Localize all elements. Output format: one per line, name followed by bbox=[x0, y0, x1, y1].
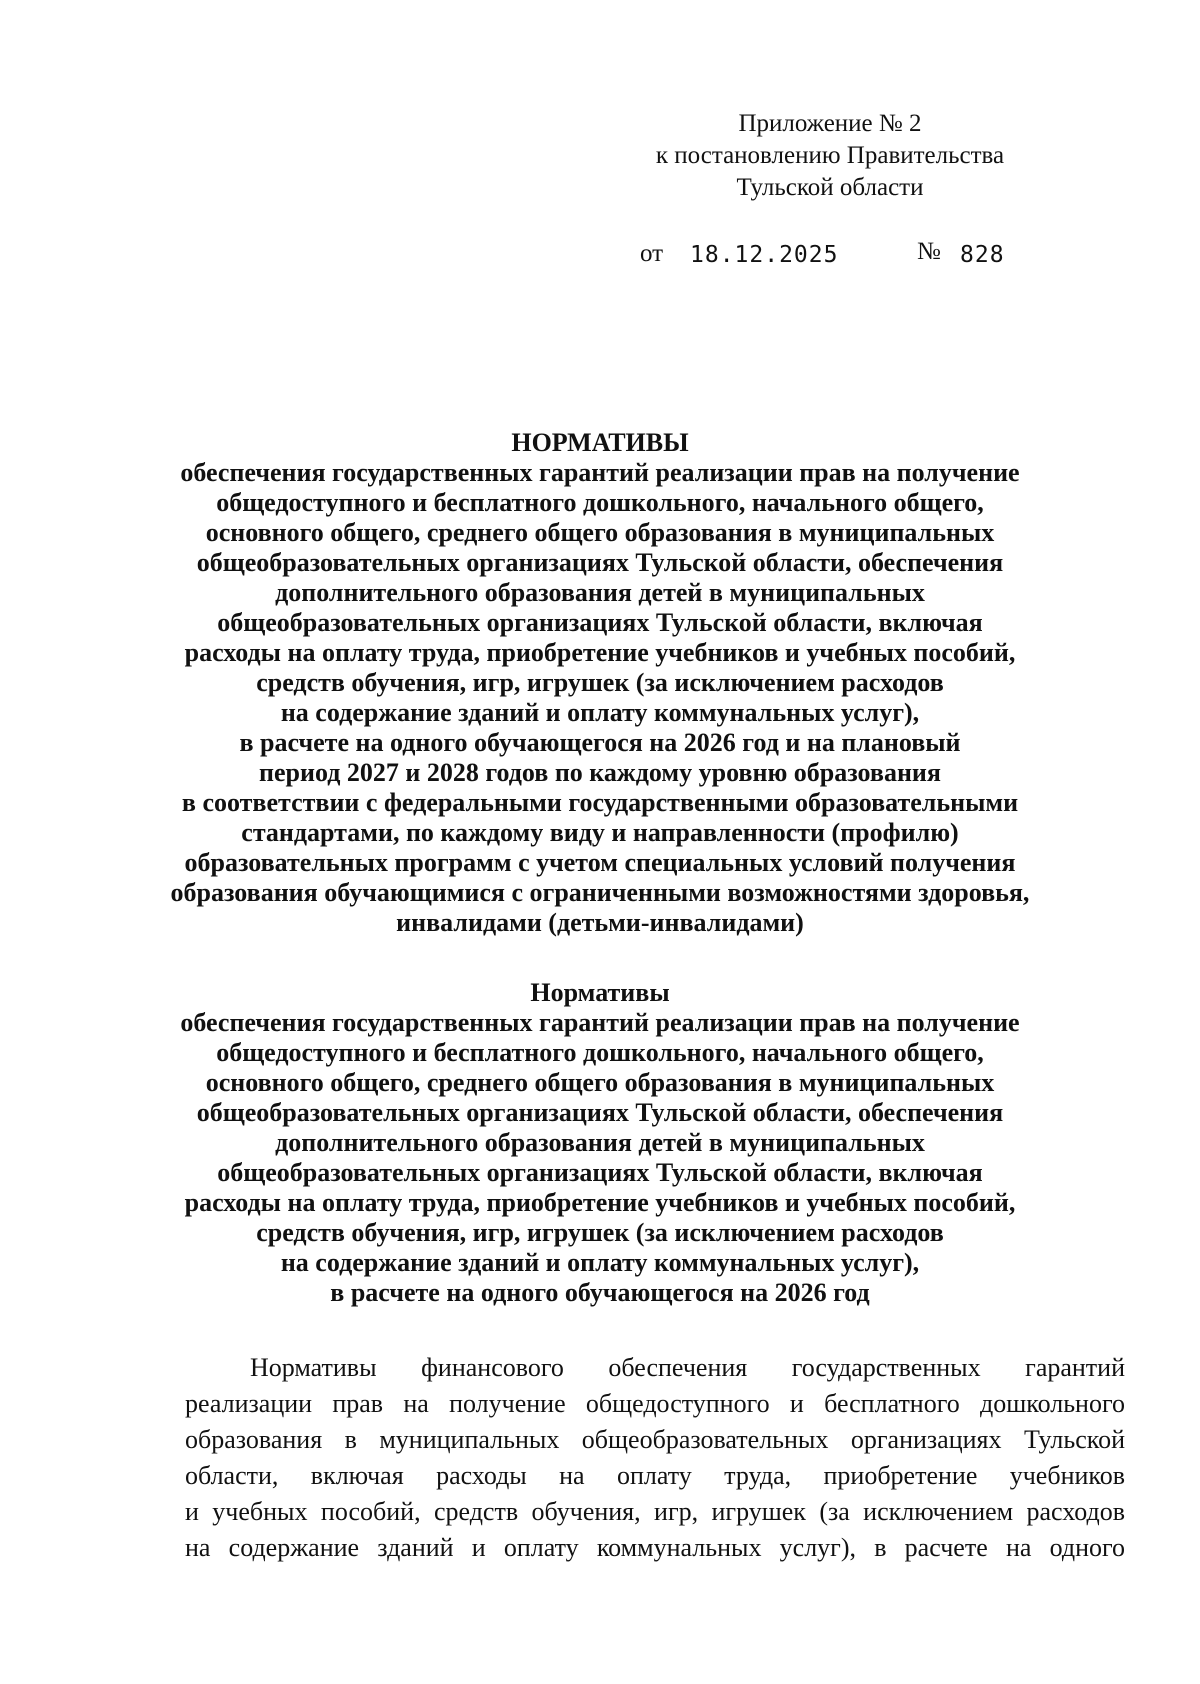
appendix-number: Приложение № 2 bbox=[738, 110, 922, 137]
main-title-line: образовательных программ с учетом специальных условий получения bbox=[184, 848, 1016, 877]
main-title-line: расходы на оплату труда, приобретение учебников и учебных пособий, bbox=[184, 638, 1016, 667]
section-title-line: расходы на оплату труда, приобретение учебников и учебных пособий, bbox=[184, 1188, 1016, 1217]
main-title-line: в расчете на одного обучающегося на 2026 год и на плановый bbox=[239, 728, 961, 757]
main-title-line: стандартами, по каждому виду и направленности (профилю) bbox=[241, 818, 959, 847]
section-title-line: средств обучения, игр, игрушек (за исключением расходов bbox=[256, 1218, 944, 1247]
main-title-line: период 2027 и 2028 годов по каждому уровню образования bbox=[259, 758, 941, 787]
main-title-line: в соответствии с федеральными государственными образовательными bbox=[181, 788, 1019, 817]
main-title-line: инвалидами (детьми-инвалидами) bbox=[396, 908, 804, 937]
main-title-line: обеспечения государственных гарантий реализации прав на получение bbox=[180, 458, 1020, 487]
main-title-line: общеобразовательных организациях Тульской области, обеспечения bbox=[196, 548, 1004, 577]
main-title-line: дополнительного образования детей в муниципальных bbox=[275, 578, 925, 607]
date-prefix: от bbox=[640, 240, 664, 267]
section-title-line: обеспечения государственных гарантий реализации прав на получение bbox=[180, 1008, 1020, 1037]
section-title-line: на содержание зданий и оплату коммунальных услуг), bbox=[280, 1248, 920, 1277]
decree-date: 18.12.2025 bbox=[690, 242, 839, 268]
section-title-line: общедоступного и бесплатного дошкольного, начального общего, bbox=[216, 1038, 984, 1067]
main-title-line: общедоступного и бесплатного дошкольного, начального общего, bbox=[216, 488, 984, 517]
section-title-line: дополнительного образования детей в муниципальных bbox=[275, 1128, 925, 1157]
section-title-line: основного общего, среднего общего образования в муниципальных bbox=[205, 1068, 995, 1097]
section-title-line: общеобразовательных организациях Тульской области, включая bbox=[217, 1158, 983, 1187]
section-title-line: общеобразовательных организациях Тульской области, обеспечения bbox=[196, 1098, 1004, 1127]
main-title-heading: НОРМАТИВЫ bbox=[511, 428, 689, 457]
body-line: области, включая расходы на оплату труда, приобретение учебников bbox=[185, 1461, 1125, 1490]
appendix-reference: к постановлению Правительства bbox=[655, 142, 1005, 169]
number-sign: № bbox=[917, 238, 941, 265]
main-title-line: на содержание зданий и оплату коммунальных услуг), bbox=[280, 698, 920, 727]
section-title-block bbox=[150, 978, 1050, 1308]
body-line: образования в муниципальных общеобразовательных организациях Тульской bbox=[185, 1425, 1125, 1454]
appendix-header bbox=[620, 108, 1040, 204]
body-line: Нормативы финансового обеспечения государственных гарантий bbox=[250, 1353, 1125, 1382]
section-title-line: в расчете на одного обучающегося на 2026 год bbox=[330, 1278, 870, 1307]
section-title-heading: Нормативы bbox=[530, 978, 670, 1007]
body-line: и учебных пособий, средств обучения, игр, игрушек (за исключением расходов bbox=[185, 1497, 1125, 1526]
decree-date-number bbox=[640, 240, 1020, 274]
main-title-line: общеобразовательных организациях Тульской области, включая bbox=[217, 608, 983, 637]
body-line: на содержание зданий и оплату коммунальных услуг), в расчете на одного bbox=[185, 1533, 1125, 1562]
main-title-line: основного общего, среднего общего образования в муниципальных bbox=[205, 518, 995, 547]
body-line: реализации прав на получение общедоступного и бесплатного дошкольного bbox=[185, 1389, 1125, 1418]
main-title-line: образования обучающимися с ограниченными возможностями здоровья, bbox=[170, 878, 1030, 907]
decree-number: 828 bbox=[960, 242, 1005, 268]
main-title-block bbox=[150, 428, 1050, 938]
body-paragraph bbox=[185, 1350, 1125, 1566]
appendix-region: Тульской области bbox=[736, 174, 924, 201]
main-title-line: средств обучения, игр, игрушек (за исключением расходов bbox=[256, 668, 944, 697]
